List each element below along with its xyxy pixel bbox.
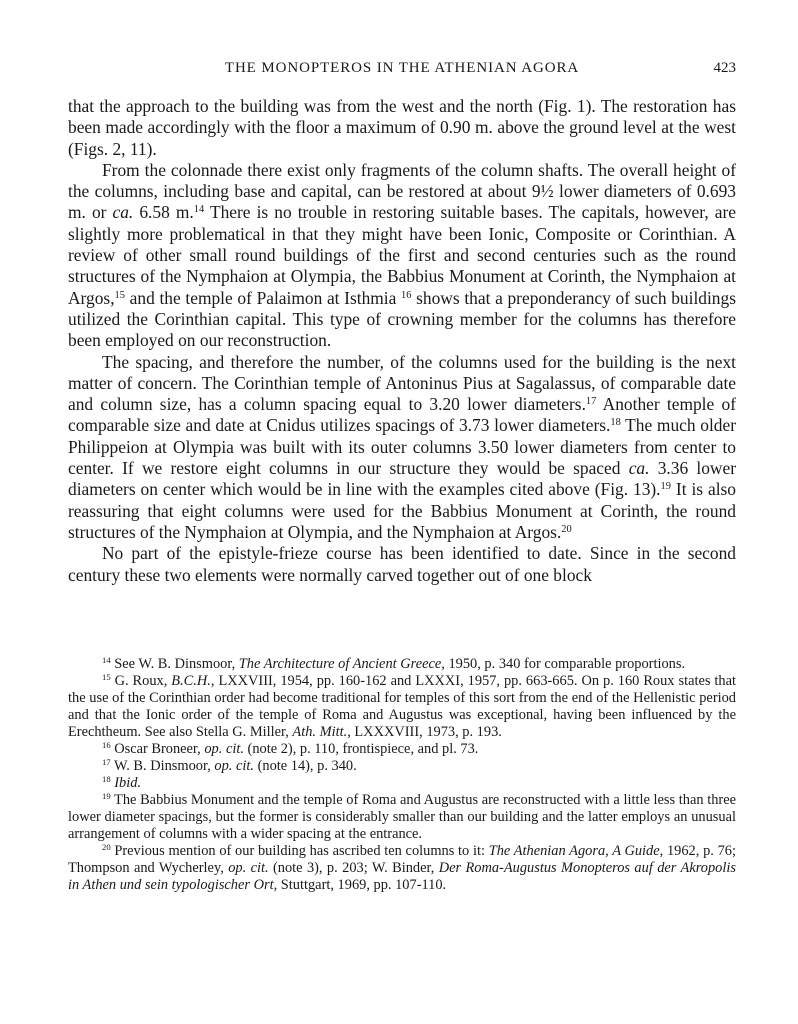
page-number: 423 [713,60,736,76]
main-text [68,96,736,586]
footnote-ref-14: 14 [193,204,205,216]
paragraph-3: The spacing, and therefore the number, of the columns used for the building is the next matter of concern. The Corinthian temple of Antoninus Pius at Sagalassus, of comparable date and column size, has a column spacing equal to 3.20 lower diameters.$^{17}$ Another temple of comparable size and date at Cnidus utilizes spacings of 3.73 lower diameters.$^{18}$ The much older Philippeion at Olympia was built with its outer columns 3.50 lower diameters from center to center. If we restore eight columns in our structure they would be spaced ca. 3.36 lower diameters on center which would be in line with the examples cited above (Fig. 13).$^{19}$ It is also reassuring that eight columns were used for the Babbius Monument at Corinth, the round structures of the Nymphaion at Olympia, and the Nymphaion at Argos.$^{20}$ [68,351,736,542]
footnotes [68,656,736,894]
footnote-ref-19: 19 [660,481,671,493]
footnote-20: $^{20}$ Previous mention of our building has ascribed ten columns to it: The Athenian Agora, A Guide, 1962, p. 76; Thompson and Wycherley, op. cit. (note 3), p. 203; W. Binder, Der Roma-Augustus Monopteros auf der Akropolis in Athen und sein typologischer Ort, Stuttgart, 1969, pp. 107-110. [68,841,736,893]
footnote-ref-18: 18 [610,417,621,429]
paragraph-4: No part of the epistyle-frieze course has been identified to date. Since in the second century these two elements were normally carved together out of one block [68,543,736,585]
footnote-19: $^{19}$ The Babbius Monument and the temple of Roma and Augustus are reconstructed with a little less than three lower diameter spacings, but the former is considerably smaller than our building and the latter employs an unusual arrangement of columns with a wider spacing at the entrance. [68,790,736,842]
footnote-17: $^{17}$ W. B. Dinsmoor, op. cit. (note 14), p. 340. [102,756,357,774]
footnote-16: $^{16}$ Oscar Broneer, op. cit. (note 2), p. 110, frontispiece, and pl. 73. [102,739,479,757]
page-header [68,60,736,82]
paragraph-1: that the approach to the building was from the west and the north (Fig. 1). The restoration has been made accordingly with the floor a maximum of 0.90 m. above the ground level at the west (Figs. 2, 11). [68,96,736,159]
footnote-15: $^{15}$ G. Roux, B.C.H., LXXVIII, 1954, pp. 160-162 and LXXXI, 1957, pp. 663-665. On p. 160 Roux states that the use of the Corinthian order had become traditional for temples of this sort from the end of the Hellenistic period and that the Ionic order of the temple of Roma and Augustus was exceptional, having been influenced by the Erechtheum. See also Stella G. Miller, Ath. Mitt., LXXXVIII, 1973, p. 193. [68,671,736,740]
footnote-ref-15: 15 [114,289,125,301]
footnote-ref-20: 20 [561,523,572,535]
footnote-14: $^{14}$ See W. B. Dinsmoor, The Architecture of Ancient Greece, 1950, p. 340 for comparable proportions. [102,654,686,672]
footnote-ref-16: 16 [401,289,412,301]
footnote-ref-17: 17 [585,395,597,407]
footnote-18: $^{18}$ Ibid. [102,773,142,791]
paragraph-2: From the colonnade there exist only fragments of the column shafts. The overall height of the columns, including base and capital, can be restored at about 9½ lower diameters of 0.693 m. or ca. 6.58 m.$^{14}$ There is no trouble in restoring suitable bases. The capitals, however, are slightly more problematical in that they might have been Ionic, Composite or Corinthian. A review of other small round buildings of the first and second centuries such as the round structures of the Nymphaion at Olympia, the Babbius Monument at Corinth, the Nymphaion at Argos,$^{15}$ and the temple of Palaimon at Isthmia $^{16}$ shows that a preponderancy of such buildings utilized the Corinthian capital. This type of crowning member for the columns has therefore been employed on our reconstruction. [68,159,736,351]
running-title: THE MONOPTEROS IN THE ATHENIAN AGORA [224,60,580,76]
